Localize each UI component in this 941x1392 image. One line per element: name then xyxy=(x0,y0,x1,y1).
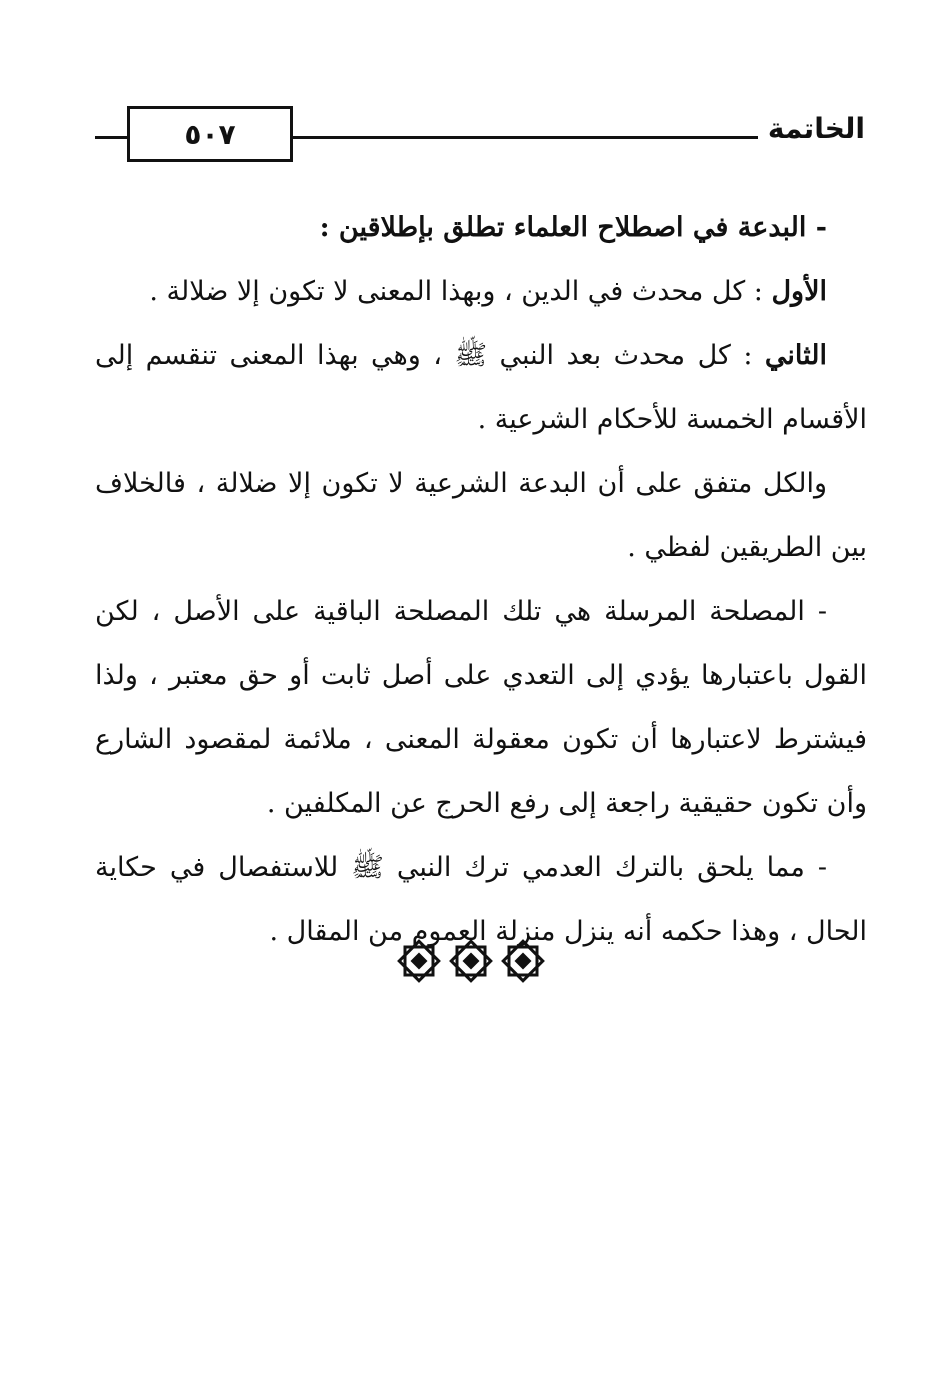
paragraph-second-meaning xyxy=(95,324,867,452)
paragraph-bidaa-definition: - البدعة في اصطلاح العلماء تطلق بإطلاقين : xyxy=(319,212,827,243)
star-ornament-icon xyxy=(448,938,494,988)
second-text: : كل محدث بعد النبي ﷺ ، وهي بهذا المعنى تنقسم إلى الأقسام الخمسة للأحكام الشرعية . xyxy=(95,340,867,435)
section-end-ornament xyxy=(0,938,941,988)
star-ornament-icon xyxy=(500,938,546,988)
second-label: الثاني xyxy=(764,340,827,371)
paragraph-tark-adami: - مما يلحق بالترك العدمي ترك النبي ﷺ للاستفصال في حكاية الحال ، وهذا حكمه أنه ينزل منزلة العموم من المقال . xyxy=(95,852,867,947)
page-header xyxy=(95,100,865,170)
paragraph-maslaha-mursala: - المصلحة المرسلة هي تلك المصلحة الباقية على الأصل ، لكن القول باعتبارها يؤدي إلى التعدي على أصل ثابت أو حق معتبر ، ولذا فيشترط لاعتبارها أن تكون معقولة المعنى ، ملائمة لمقصود الشارع وأن تكون حقيقية راجعة إلى رفع الحرج عن المكلفين . xyxy=(95,596,867,819)
paragraph-agreement: والكل متفق على أن البدعة الشرعية لا تكون إلا ضلالة ، فالخلاف بين الطريقين لفظي . xyxy=(95,468,867,563)
paragraph-first-meaning xyxy=(95,260,867,324)
page-body xyxy=(95,196,867,964)
chapter-title: الخاتمة xyxy=(758,112,865,145)
first-label: الأول xyxy=(771,276,827,307)
first-text: : كل محدث في الدين ، وبهذا المعنى لا تكون إلا ضلالة . xyxy=(149,276,772,307)
page-number: ٥٠٧ xyxy=(127,106,293,162)
star-ornament-icon xyxy=(396,938,442,988)
